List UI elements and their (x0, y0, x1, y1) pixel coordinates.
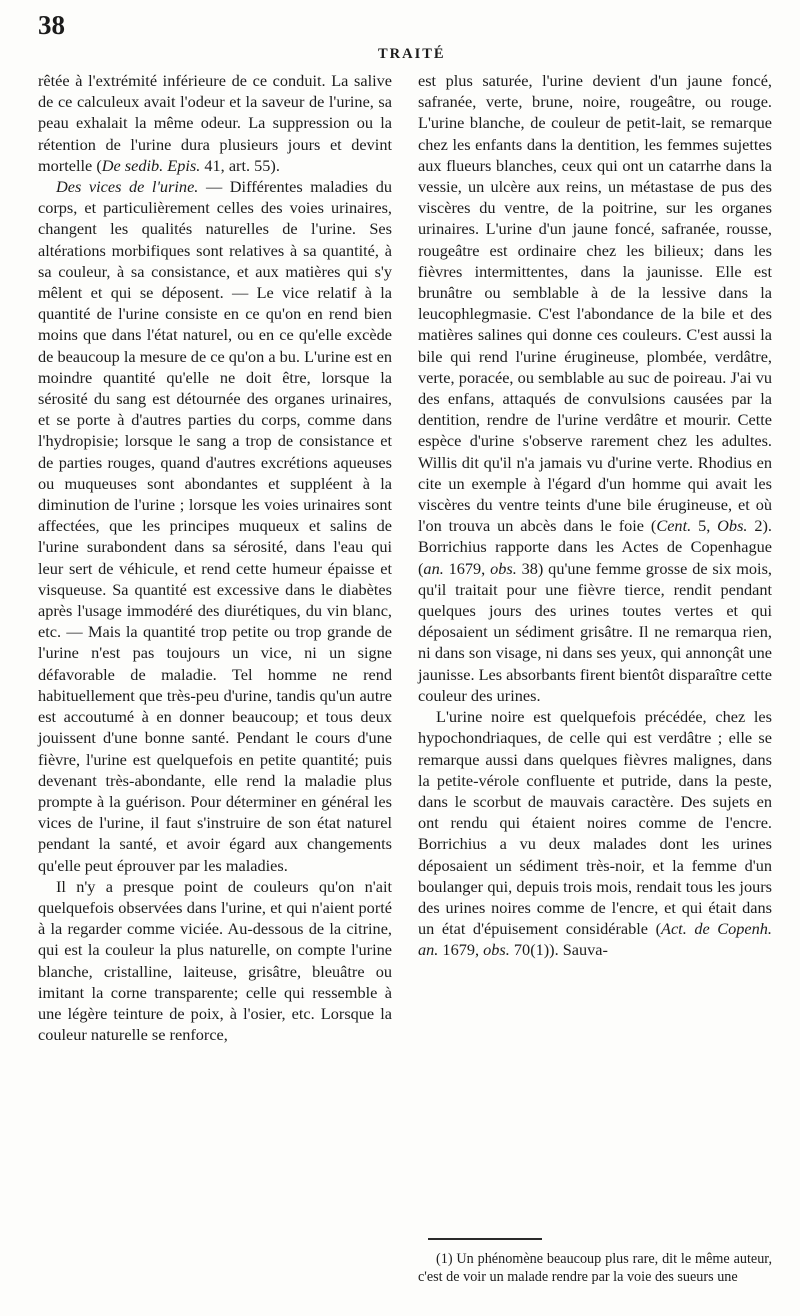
right-paragraph-1 (418, 70, 772, 706)
text-run: 2). Borrichius rapporte dans les Actes de Copenhague ( (418, 516, 773, 578)
left-paragraph-1 (38, 70, 392, 176)
citation: obs. (483, 940, 510, 960)
text-run: 1679, (443, 558, 491, 578)
right-column (418, 70, 772, 961)
right-paragraph-2 (418, 706, 772, 960)
text-run: rêtée à l'extrémité inférieure de ce conduit. La salive de ce calculeux avait l'odeur et la saveur de l'urine, sa peau exhalait la même odeur. La suppression ou la rétention de l'urine dura plusieurs jours et devint mortelle ( (38, 71, 392, 175)
citation: Cent. (656, 516, 692, 536)
text-run: 38) qu'une femme grosse de six mois, qu'il traitait pour une fièvre tierce, rendit pendant quelques jours des urines toutes vertes et qui déposaient un sédiment grisâtre. Il ne remarqua rien, ni dans son visage, ni dans ses yeux, qui annonçât une jaunisse. Les absorbants firent bientôt disparaître cette couleur des urines. (418, 558, 772, 705)
running-head: TRAITÉ (378, 46, 446, 62)
text-run: L'urine noire est quelquefois précédée, chez les hypochondriaques, de celle qui est verdâtre ; elle se remarque aussi dans quelques fièvres malignes, dans la petite-vérole confluente et putride, dans la peste, dans le scorbut de mauvais caractère. Des sujets en ont rendu qui étaient noires comme de l'encre. Borrichius a vu deux malades dont les urines déposaient un sédiment très-noir, et la femme d'un boulanger qui, depuis trois mois, rendait tous les jours des urines noires comme de l'encre, et qui était dans un état d'épuisement considérable ( (418, 707, 772, 939)
page-number: 38 (38, 10, 65, 40)
text-run: est plus saturée, l'urine devient d'un jaune foncé, safranée, verte, brune, noire, rougeâtre, ou rouge. L'urine blanche, de couleur de petit-lait, se remarque chez les enfants dans la dentition, les femmes sujettes aux flueurs blanches, ceux qui ont un catarrhe dans la vessie, un ulcère aux reins, un métastase de pus des viscères du ventre, de la poitrine, sur les organes urinaires. L'urine d'un jaune foncé, safranée, rousse, rougeâtre est ordinaire chez les bilieux; dans les fièvres intermittentes, dans la jaunisse. Elle est brunâtre ou semblable à de la lessive dans la leucophlegmasie. C'est l'abondance de la bile et des matières salines qui donne ces couleurs. C'est aussi la bile qui rend l'urine érugineuse, plombée, verdâtre, verte, poracée, ou semblable au suc de poireau. J'ai vu des enfans, attaqués de convulsions causées par la dentition, rendre de l'urine verdâtre et mourir. Cette espèce d'urine s'observe rarement chez les adultes. Willis dit qu'il n'a jamais vu d'urine verte. Rhodius en cite un exemple à l'égard d'un homme qui avait les viscères du ventre teints d'une bile érugineuse, et où l'on trouva un abcès dans le foie ( (418, 71, 772, 536)
left-paragraph-2 (38, 176, 392, 876)
citation: Obs. (717, 516, 748, 536)
footnote: (1) Un phénomène beaucoup plus rare, dit le même auteur, c'est de voir un malade rendre par la voie des sueurs une (418, 1251, 772, 1285)
text-run: 70(1)). Sauva- (509, 940, 608, 960)
citation: Act. de Copenh. an. (418, 919, 772, 960)
left-column (38, 70, 392, 1045)
text-run: Il n'y a presque point de couleurs qu'on n'ait quelquefois observées dans l'urine, et qui n'aient porté à la regarder comme viciée. Au-dessous de la citrine, qui est la couleur la plus naturelle, on compte l'urine blanche, cristalline, laiteuse, grisâtre, bleuâtre ou imitant la corne transparente; celle qui ressemble à une légère teinture de poix, à l'osier, etc. Lorsque la couleur naturelle se renforce, (38, 876, 392, 1045)
citation: De sedib. Epis. (101, 155, 201, 175)
citation: obs. (490, 558, 517, 578)
text-run: 41, art. 55). (200, 155, 280, 175)
text-run: — Différentes maladies du corps, et particulièrement celles des voies urinaires, changent les qualités naturelles de l'urine. Ses altérations morbifiques sont relatives à sa quantité, à sa couleur, à sa consistance, et aux matières qui s'y mêlent et qui se déposent. — Le vice relatif à la quantité de l'urine consiste en ce qu'on en rend bien moins que dans l'état naturel, ou en ce qu'elle excède de beaucoup la mesure de ce qu'on a bu. L'urine est en moindre quantité qu'elle ne doit être, lorsque la sérosité du sang est détournée des organes urinaires, et se porte à d'autres parties du corps, comme dans l'hydropisie; lorsque le sang a trop de consistance et de parties rouges, quand d'autres excrétions aqueuses ou muqueuses sont abondantes et suppléent à la diminution de l'urine ; lorsque les voies urinaires sont affectées, que les principes muqueux et salins de l'urine surabondent dans sa sérosité, dans l'eau qui leur sert de véhicule, et rend cette humeur épaisse et visqueuse. Sa quantité est excessive dans le diabètes après l'usage immodéré des diurétiques, du vin blanc, etc. — Mais la quantité trop petite ou trop grande de l'urine n'est pas toujours un vice, ni un signe défavorable de maladie. Tel homme ne rend habituellement que très-peu d'urine, tandis qu'un autre est accoutumé à en donner beaucoup; et tous deux jouissent d'une bonne santé. Pendant le cours d'une fièvre, l'urine est quelquefois en petite quantité; puis devenant très-abondante, elle rend la maladie plus prompte à la guérison. Pour déterminer en général les vices de l'urine, il faut s'instruire de son état naturel pendant la santé, et avoir égard aux changements qu'elle peut éprouver par les maladies. (38, 177, 392, 875)
footnote-divider (428, 1238, 542, 1240)
left-paragraph-3 (38, 876, 392, 1046)
citation: an. (423, 558, 444, 578)
section-heading: Des vices de l'urine. (56, 177, 199, 197)
text-run: 1679, (438, 940, 484, 960)
text-run: 5, (691, 516, 718, 536)
